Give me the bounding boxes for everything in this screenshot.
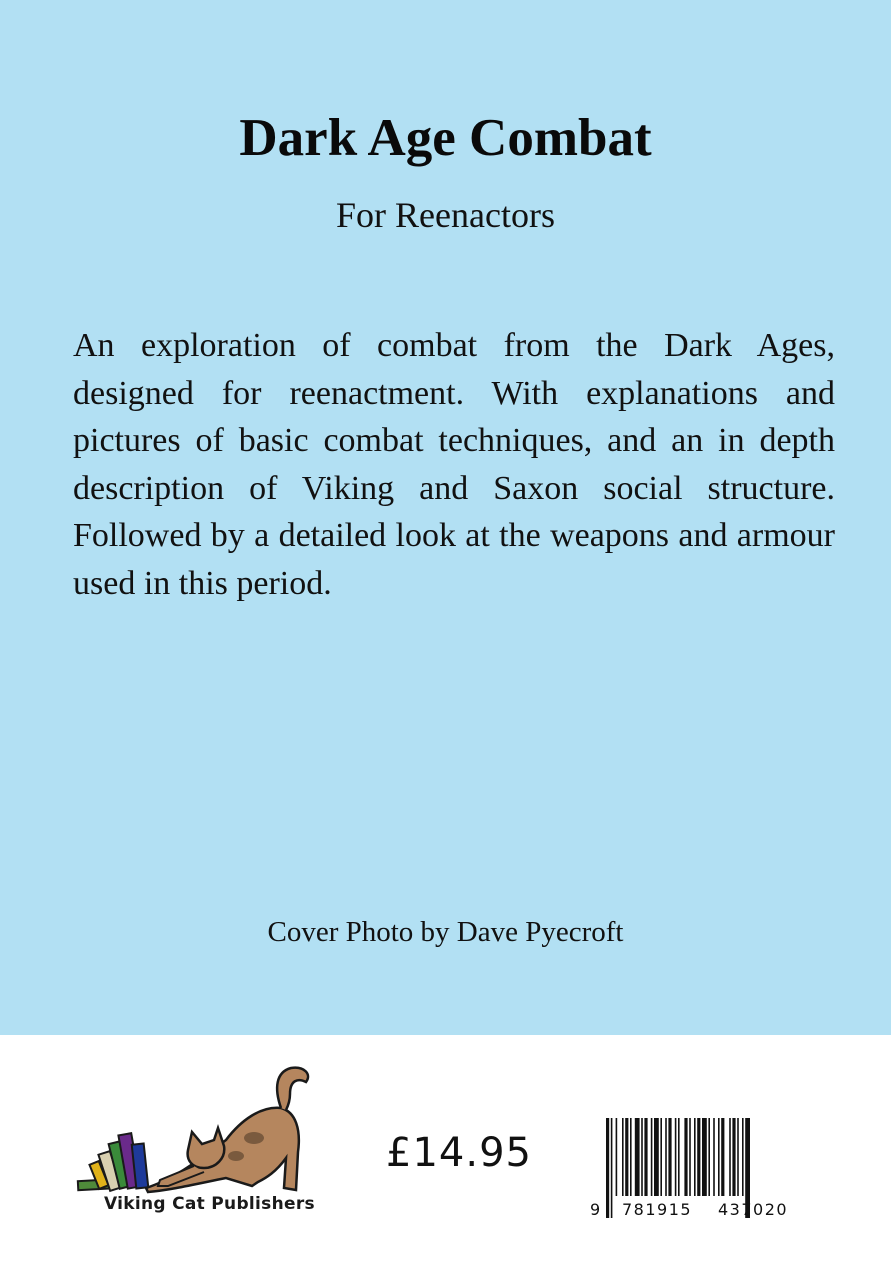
publisher-name: Viking Cat Publishers: [104, 1194, 315, 1214]
barcode-bar: [689, 1118, 691, 1196]
barcode-bar: [630, 1118, 632, 1196]
barcode-bar: [737, 1118, 739, 1196]
barcode-bar: [713, 1118, 715, 1196]
barcode-bar: [742, 1118, 744, 1196]
price-label: £14.95: [386, 1130, 532, 1176]
barcode-bar: [611, 1118, 613, 1218]
barcode-bar: [622, 1118, 624, 1196]
book-subtitle: For Reenactors: [336, 195, 555, 235]
barcode-bar: [684, 1118, 687, 1196]
barcode-bar: [721, 1118, 724, 1196]
barcode-bar: [660, 1118, 662, 1196]
photo-credit: Cover Photo by Dave Pyecroft: [267, 916, 624, 948]
barcode-bar: [654, 1118, 659, 1196]
barcode-bar: [697, 1118, 700, 1196]
barcode-bar: [718, 1118, 720, 1196]
barcode-bar: [702, 1118, 707, 1196]
barcode-bar: [708, 1118, 710, 1196]
isbn-barcode: [590, 1118, 810, 1224]
barcode-bar: [665, 1118, 667, 1196]
barcode-lead-digit: 9: [590, 1200, 601, 1219]
barcode-bar: [678, 1118, 680, 1196]
barcode-bar: [675, 1118, 677, 1196]
barcode-bar: [651, 1118, 653, 1196]
book-blurb: An exploration of combat from the Dark Ages, designed for reenactment. With explanations and pictures of basic combat techniques, and an in depth description of Viking and Saxon social structure. Followed by a detailed look at the weapons and armour used in this period.: [73, 327, 835, 602]
barcode-bar: [644, 1118, 647, 1196]
barcode-bar: [668, 1118, 671, 1196]
barcode-right-digits: 437020: [718, 1200, 789, 1219]
barcode-bar: [616, 1118, 618, 1196]
barcode-bar: [729, 1118, 731, 1196]
barcode-left-digits: 781915: [622, 1200, 693, 1219]
barcode-bar: [732, 1118, 735, 1196]
barcode-bar: [606, 1118, 609, 1218]
book-title: Dark Age Combat: [239, 109, 652, 167]
barcode-bar: [641, 1118, 643, 1196]
barcode-bar: [635, 1118, 640, 1196]
barcode-bar: [694, 1118, 696, 1196]
barcode-bar: [625, 1118, 628, 1196]
